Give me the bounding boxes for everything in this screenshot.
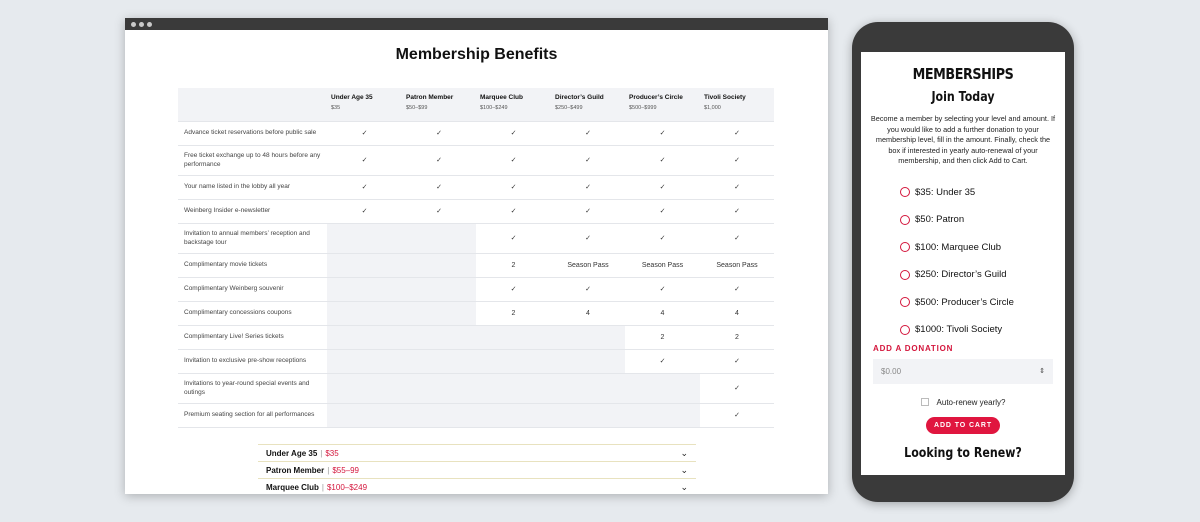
empty-cell	[327, 277, 402, 301]
tier-name: Tivoli Society	[704, 94, 746, 101]
table-row	[178, 277, 774, 301]
chevron-down-icon[interactable]: ⌄	[680, 448, 688, 458]
checkmark-icon: ✓	[625, 175, 700, 199]
divider: |	[320, 448, 323, 458]
checkmark-icon: ✓	[476, 199, 551, 223]
tier-header	[625, 88, 700, 121]
empty-cell	[551, 325, 625, 349]
tier-name: Under Age 35	[331, 94, 373, 101]
benefit-value: Season Pass	[551, 253, 625, 277]
membership-level-options	[861, 179, 1065, 344]
table-row	[178, 325, 774, 349]
checkmark-icon: ✓	[700, 349, 774, 373]
table-row	[178, 121, 774, 145]
empty-cell	[402, 349, 476, 373]
benefits-table	[178, 88, 774, 428]
radio-button[interactable]	[900, 242, 910, 252]
empty-cell	[327, 403, 402, 427]
membership-option[interactable]	[900, 179, 1065, 207]
mobile-screen	[861, 52, 1065, 475]
checkmark-icon: ✓	[402, 145, 476, 175]
checkmark-icon: ✓	[700, 277, 774, 301]
accordion-tier-name: Under Age 35	[266, 448, 318, 458]
table-row	[178, 301, 774, 325]
checkmark-icon: ✓	[625, 277, 700, 301]
empty-cell	[327, 253, 402, 277]
tier-header	[700, 88, 774, 121]
option-label: $1000: Tivoli Society	[915, 324, 1003, 336]
checkmark-icon: ✓	[551, 277, 625, 301]
table-row	[178, 253, 774, 277]
accordion-tier-price: $100–$249	[326, 482, 368, 492]
window-dot-icon	[139, 22, 144, 27]
empty-cell	[402, 253, 476, 277]
empty-cell	[402, 277, 476, 301]
tier-price: $1,000	[704, 105, 721, 111]
auto-renew-checkbox[interactable]	[921, 398, 929, 406]
radio-button[interactable]	[900, 187, 910, 197]
empty-cell	[551, 403, 625, 427]
checkmark-icon: ✓	[700, 403, 774, 427]
checkmark-icon: ✓	[551, 145, 625, 175]
checkmark-icon: ✓	[625, 223, 700, 253]
radio-button[interactable]	[900, 215, 910, 225]
benefit-value: 2	[476, 301, 551, 325]
checkmark-icon: ✓	[625, 145, 700, 175]
checkmark-icon: ✓	[700, 199, 774, 223]
table-header-row	[178, 88, 774, 121]
benefit-label: Complimentary concessions coupons	[178, 301, 327, 325]
benefit-label: Your name listed in the lobby all year	[178, 175, 327, 199]
benefit-label: Invitation to exclusive pre-show receptions	[178, 349, 327, 373]
radio-button[interactable]	[900, 297, 910, 307]
checkmark-icon: ✓	[476, 121, 551, 145]
tier-price: $50–$99	[406, 105, 428, 111]
empty-cell	[327, 373, 402, 403]
checkmark-icon: ✓	[327, 121, 402, 145]
empty-cell	[327, 349, 402, 373]
table-row	[178, 199, 774, 223]
accordion-tier-name: Marquee Club	[266, 482, 319, 492]
empty-cell	[402, 223, 476, 253]
checkmark-icon: ✓	[551, 121, 625, 145]
accordion-tier-price: $55–99	[332, 465, 360, 475]
checkmark-icon: ✓	[551, 199, 625, 223]
benefit-label: Complimentary movie tickets	[178, 253, 327, 277]
empty-cell	[476, 325, 551, 349]
tier-price: $250–$499	[555, 105, 583, 111]
accordion-row-marquee[interactable]	[258, 478, 696, 494]
donation-label: ADD A DONATION	[873, 343, 954, 353]
empty-cell	[551, 373, 625, 403]
mobile-phone-frame	[852, 22, 1074, 502]
checkmark-icon: ✓	[700, 145, 774, 175]
mobile-intro-text: Become a member by selecting your level and amount. If you would like to add a further donation to your membership level, fill in the amount. Finally, check the box if interested in yearly auto-renewal of your membership, and then click Add to Cart.	[870, 114, 1056, 165]
empty-cell	[402, 403, 476, 427]
benefit-label: Premium seating section for all performances	[178, 403, 327, 427]
tier-name: Patron Member	[406, 94, 454, 101]
chevron-down-icon[interactable]: ⌄	[680, 465, 688, 475]
checkmark-icon: ✓	[327, 145, 402, 175]
empty-cell	[327, 325, 402, 349]
membership-option[interactable]	[900, 289, 1065, 317]
table-row	[178, 349, 774, 373]
tier-header	[476, 88, 551, 121]
checkmark-icon: ✓	[327, 175, 402, 199]
accordion-row-under-35[interactable]	[258, 444, 696, 461]
checkmark-icon: ✓	[327, 199, 402, 223]
auto-renew-row[interactable]	[861, 398, 1065, 407]
option-label: $250: Director’s Guild	[915, 269, 1007, 281]
checkmark-icon: ✓	[700, 223, 774, 253]
divider: |	[327, 465, 330, 475]
mobile-subtitle: Join Today	[931, 90, 995, 105]
table-row	[178, 373, 774, 403]
empty-cell	[402, 373, 476, 403]
checkmark-icon: ✓	[402, 199, 476, 223]
table-row	[178, 403, 774, 427]
table-row	[178, 223, 774, 253]
tier-header	[551, 88, 625, 121]
tier-accordion	[258, 444, 696, 494]
stepper-icon[interactable]: ⇕	[1039, 368, 1045, 375]
membership-option[interactable]	[900, 261, 1065, 289]
membership-option[interactable]	[900, 234, 1065, 262]
benefit-label: Advance ticket reservations before public sale	[178, 121, 327, 145]
empty-cell	[625, 373, 700, 403]
benefits-table-body	[178, 121, 774, 427]
option-label: $100: Marquee Club	[915, 241, 1002, 253]
mobile-page-title: MEMBERSHIPS	[912, 65, 1014, 83]
checkmark-icon: ✓	[476, 223, 551, 253]
tier-header	[402, 88, 476, 121]
radio-button[interactable]	[900, 270, 910, 280]
tier-price: $35	[331, 105, 341, 111]
donation-amount-input[interactable]	[873, 359, 1053, 384]
accordion-tier-price: $35	[325, 448, 339, 458]
checkmark-icon: ✓	[700, 373, 774, 403]
tier-price: $500–$999	[629, 105, 657, 111]
browser-title-bar	[125, 18, 828, 30]
tier-header	[327, 88, 402, 121]
donation-placeholder: $0.00	[881, 366, 902, 376]
option-label: $500: Producer’s Circle	[915, 296, 1014, 308]
checkmark-icon: ✓	[625, 349, 700, 373]
empty-cell	[327, 301, 402, 325]
empty-cell	[625, 403, 700, 427]
benefit-label: Invitations to year-round special events and outings	[178, 373, 327, 403]
table-row	[178, 175, 774, 199]
checkmark-icon: ✓	[476, 145, 551, 175]
benefit-label: Invitation to annual members’ reception and backstage tour	[178, 223, 327, 253]
benefit-value: 4	[551, 301, 625, 325]
membership-option[interactable]	[900, 206, 1065, 234]
accordion-tier-name: Patron Member	[266, 465, 325, 475]
desktop-browser-window	[125, 18, 828, 494]
page-title: Membership Benefits	[395, 46, 558, 63]
checkmark-icon: ✓	[402, 121, 476, 145]
benefit-value: Season Pass	[700, 253, 774, 277]
option-label: $35: Under 35	[915, 186, 976, 198]
empty-cell	[402, 301, 476, 325]
benefit-label: Free ticket exchange up to 48 hours before any performance	[178, 145, 327, 175]
tier-name: Producer’s Circle	[629, 94, 683, 101]
benefit-value: 4	[625, 301, 700, 325]
benefit-value: Season Pass	[625, 253, 700, 277]
empty-cell	[476, 349, 551, 373]
window-dot-icon	[131, 22, 136, 27]
benefit-value: 2	[700, 325, 774, 349]
radio-button[interactable]	[900, 325, 910, 335]
tier-name: Director’s Guild	[555, 94, 604, 101]
tier-price: $100–$249	[480, 105, 508, 111]
empty-cell	[327, 223, 402, 253]
checkmark-icon: ✓	[700, 121, 774, 145]
benefit-value: 2	[476, 253, 551, 277]
checkmark-icon: ✓	[551, 223, 625, 253]
checkmark-icon: ✓	[402, 175, 476, 199]
window-dot-icon	[147, 22, 152, 27]
renew-heading: Looking to Renew?	[904, 445, 1022, 461]
empty-cell	[402, 325, 476, 349]
add-to-cart-button[interactable]: ADD TO CART	[926, 417, 1000, 434]
benefit-label: Weinberg Insider e-newsletter	[178, 199, 327, 223]
checkmark-icon: ✓	[476, 175, 551, 199]
accordion-row-patron[interactable]	[258, 461, 696, 478]
checkmark-icon: ✓	[625, 121, 700, 145]
option-label: $50: Patron	[915, 214, 965, 226]
checkmark-icon: ✓	[551, 175, 625, 199]
auto-renew-label: Auto-renew yearly?	[936, 397, 1006, 407]
benefit-label: Complimentary Live! Series tickets	[178, 325, 327, 349]
checkmark-icon: ✓	[625, 199, 700, 223]
checkmark-icon: ✓	[476, 277, 551, 301]
benefit-value: 4	[700, 301, 774, 325]
header-blank-cell	[178, 88, 327, 121]
benefit-value: 2	[625, 325, 700, 349]
checkmark-icon: ✓	[700, 175, 774, 199]
chevron-down-icon[interactable]: ⌄	[680, 482, 688, 492]
membership-option[interactable]	[900, 316, 1065, 344]
empty-cell	[476, 403, 551, 427]
empty-cell	[476, 373, 551, 403]
benefit-label: Complimentary Weinberg souvenir	[178, 277, 327, 301]
table-row	[178, 145, 774, 175]
divider: |	[321, 482, 324, 492]
tier-name: Marquee Club	[480, 94, 523, 101]
empty-cell	[551, 349, 625, 373]
